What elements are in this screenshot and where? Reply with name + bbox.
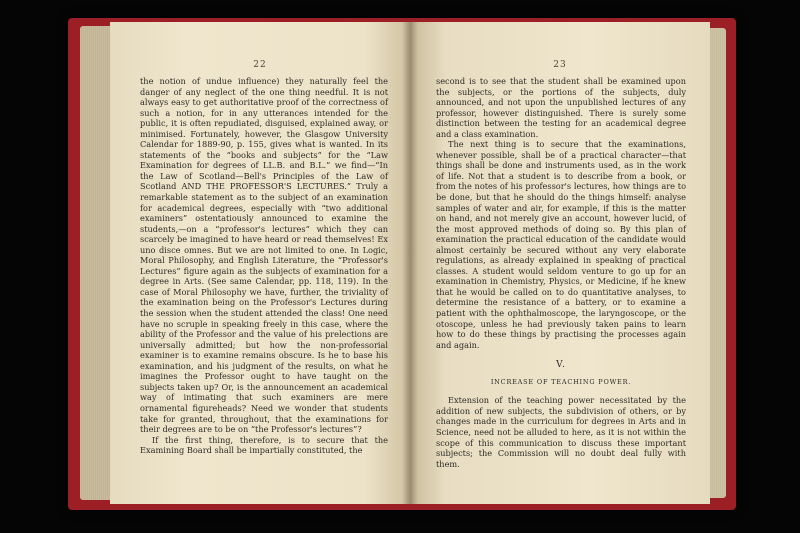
book-gutter <box>402 22 418 504</box>
left-page-number: 22 <box>253 60 267 70</box>
right-page <box>410 22 710 504</box>
right-paragraph-1: second is to see that the student shall be examined upon the subjects, or the portions of the subjects, duly announced, and not upon the unpublished lectures of any professor, however distinguished. There is surely some distinction between the testing for an academical degree and a class examination. <box>436 76 686 139</box>
section-number: V. <box>556 360 566 371</box>
section-title: INCREASE OF TEACHING POWER. <box>490 377 632 386</box>
right-paragraph-2: The next thing is to secure that the examinations, whenever possible, shall be of a practical character—that things shall be done and instruments used, as in the work of life. Not that a student is to describe from a book, or from the notes of his professor's lectures, how things are to be done, but that he should do the things himself: analyse samples of water and air, for example, if this is the matter on hand, and not merely give an account, however lucid, of the most approved methods of doing so. By this plan of examination the practical education of the candidate would almost certainly be secured without any very elaborate regulations, as already explained in speaking of practical classes. A student would seldom venture to go up for an examination in Chemistry, Physics, or Medicine, if he knew that he would be called on to do quantitative analyses, to determine the resistance of a battery, or to examine a patient with the ophthalmoscope, the laryngoscope, or the otoscope, unless he had previously taken pains to learn how to do these things by practising the processes again and again. <box>436 139 686 350</box>
left-paragraph-1: the notion of undue influence) they naturally feel the danger of any neglect of the one thing needful. It is not always easy to get authoritative proof of the correctness of such a notion, for in any utterances intended for the public, it is often repudiated, disguised, explained away, or minimised. Fortunately, however, the Glasgow University Calendar for 1889-90, p. 155, gives what is wanted. In its statements of the “books and subjects” for the “Law Examination for degrees of LL.B. and B.L.” we find—“In the Law of Scotland—Bell's Principles of the Law of Scotland AND THE PROFESSOR'S LECTURES.” Truly a remarkable statement as to the subject of an examination for academical degrees, especially with “two additional examiners” ostentatiously announced to examine the students,—on a “professor's lectures” which they can scarcely be imagined to have heard or read themselves! Ex uno disce omnes. But we are not limited to one. In Logic, Moral Philosophy, and English Literature, the “Professor's Lectures” figure again as the subjects of examination for a degree in Arts. (See same Calendar, pp. 118, 119). In the case of Moral Philosophy we have, further, the triviality of the examination being on the Professor's Lectures during the session when the student attended the class! One need have no scruple in speaking freely in this case, where the ability of the Professor and the value of his prelections are universally admitted; but how the non-professorial examiner is to examine remains obscure. Is he to base his examination, and his judgment of the results, on what he imagines the Professor ought to have taught on the subjects taken up? Or, is the announcement an academical way of intimating that such examiners are mere ornamental figureheads? Need we wonder that students take for granted, throughout, that the examinations for their degrees are to be on “the Professor's lectures”? <box>140 76 388 435</box>
right-page-number: 23 <box>553 60 567 70</box>
left-page-text <box>140 76 388 456</box>
left-paragraph-2: If the first thing, therefore, is to secure that the Examining Board shall be impartially constituted, the <box>140 434 388 456</box>
left-page <box>110 22 410 504</box>
right-page-text <box>436 76 686 469</box>
right-paragraph-3: Extension of the teaching power necessitated by the addition of new subjects, the subdivision of others, or by changes made in the curriculum for degrees in Arts and in Science, need not be alluded to here, as it is not within the scope of this communication to discuss these important subjects; the Commission will no doubt deal fully with them. <box>436 395 686 469</box>
